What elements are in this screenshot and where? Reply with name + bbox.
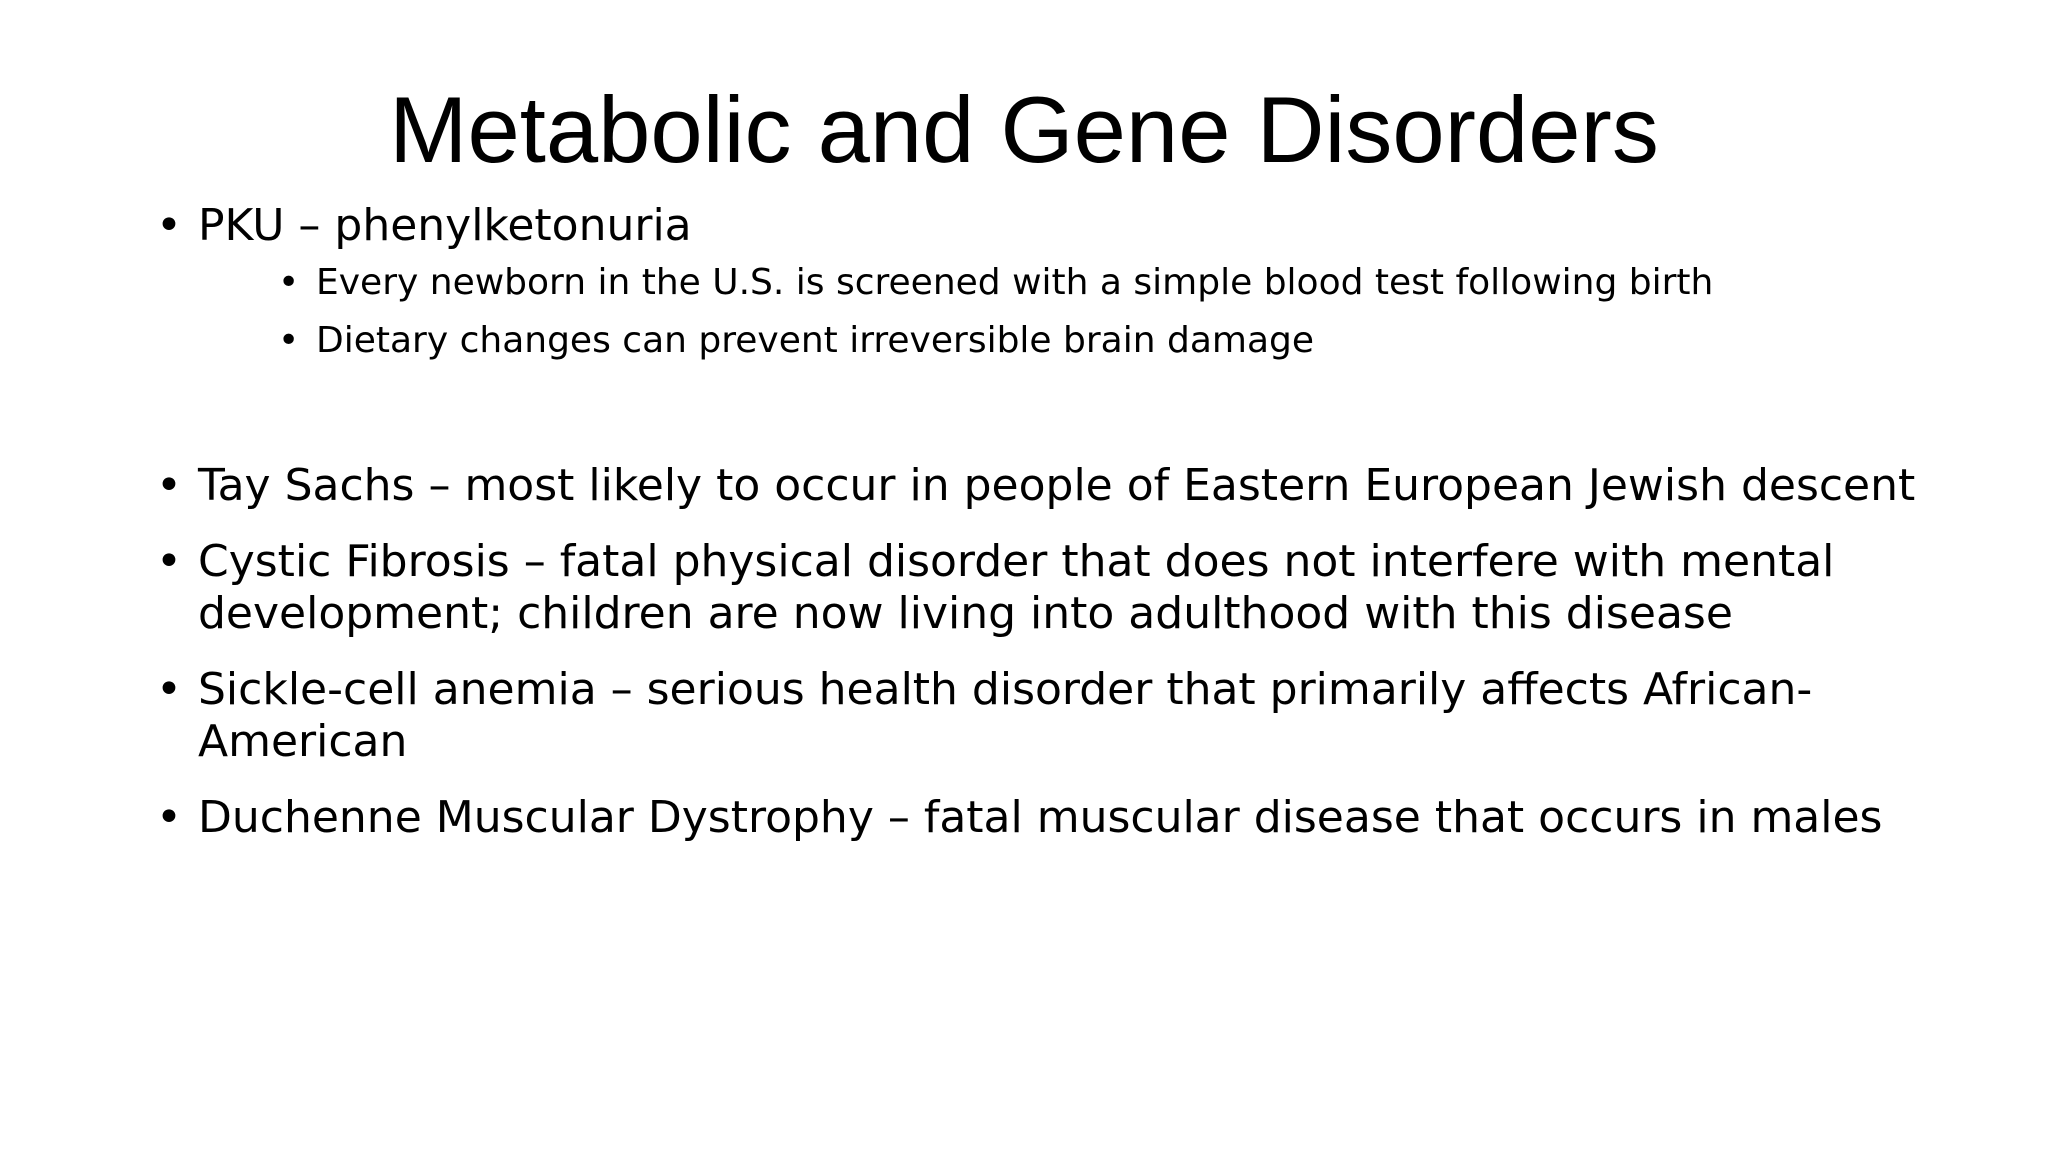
bullet-duchenne xyxy=(156,792,1916,844)
sub-bullet-dietary-changes xyxy=(278,312,1916,370)
slide-content xyxy=(156,200,1916,868)
bullet-text: PKU – phenylketonuria xyxy=(198,200,692,251)
slide-title: Metabolic and Gene Disorders xyxy=(389,77,1659,182)
bullet-dot: • xyxy=(156,200,182,251)
bullet-sickle-cell xyxy=(156,664,1916,768)
sub-bullet-dot: • xyxy=(278,320,300,361)
bullet-cystic-fibrosis xyxy=(156,536,1916,640)
sub-bullet-text: Dietary changes can prevent irreversible brain damage xyxy=(316,320,1315,361)
bullet-dot: • xyxy=(156,664,182,715)
bullet-text: Duchenne Muscular Dystrophy – fatal muscular disease that occurs in males xyxy=(198,792,1883,843)
bullet-text: Sickle-cell anemia – serious health disorder that primarily affects African-American xyxy=(198,664,1813,767)
sub-bullet-newborn-screening xyxy=(278,254,1916,312)
spacer xyxy=(156,370,1916,460)
bullet-text: Cystic Fibrosis – fatal physical disorder that does not interfere with mental development; children are now living into adulthood with this disease xyxy=(198,536,1835,639)
pku-sub-list xyxy=(198,254,1916,370)
bullet-pku xyxy=(156,200,1916,370)
sub-bullet-text: Every newborn in the U.S. is screened with a simple blood test following birth xyxy=(316,262,1714,303)
bullet-tay-sachs xyxy=(156,460,1916,512)
sub-bullet-dot: • xyxy=(278,262,300,303)
bullet-dot: • xyxy=(156,536,182,587)
bullet-text: Tay Sachs – most likely to occur in people of Eastern European Jewish descent xyxy=(198,460,1916,511)
bullet-dot: • xyxy=(156,460,182,511)
bullet-dot: • xyxy=(156,792,182,843)
